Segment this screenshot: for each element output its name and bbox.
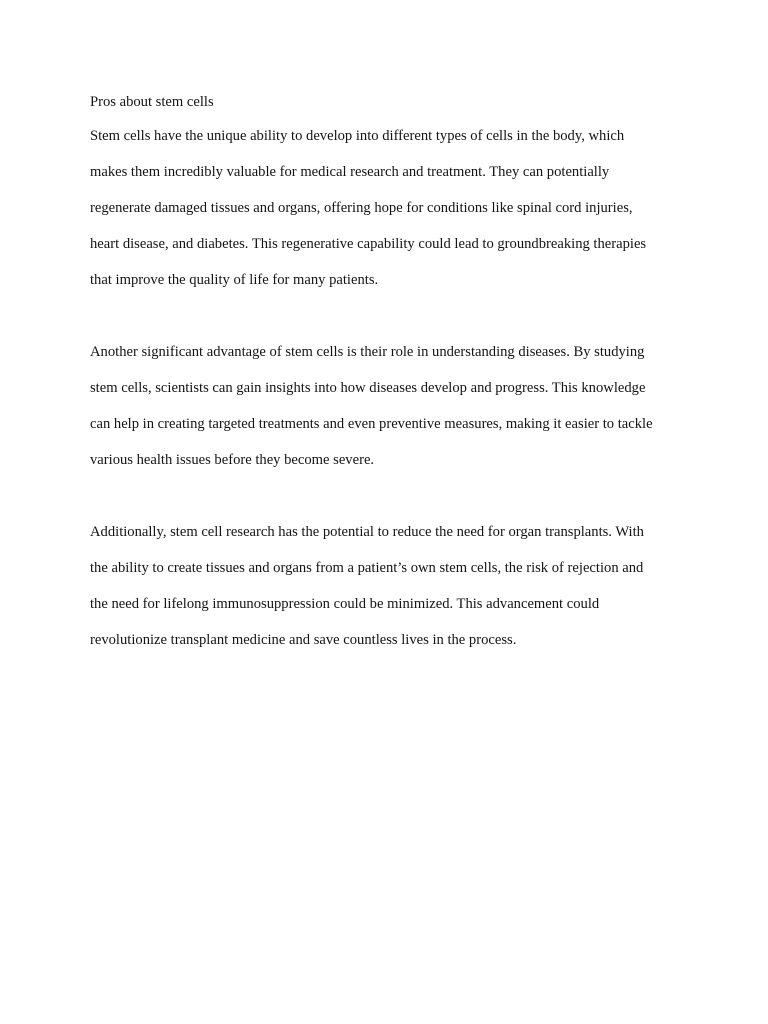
paragraph-line: Additionally, stem cell research has the potential to reduce the need for organ transplants. With <box>90 524 644 540</box>
paragraph-line: the ability to create tissues and organs from a patient’s own stem cells, the risk of rejection and <box>90 560 644 576</box>
paragraph-line: Stem cells have the unique ability to develop into different types of cells in the body, which <box>90 128 625 144</box>
paragraph-line: stem cells, scientists can gain insights into how diseases develop and progress. This knowledge <box>90 380 646 396</box>
paragraph-line: that improve the quality of life for many patients. <box>90 272 379 288</box>
paragraph-line: various health issues before they become severe. <box>90 452 375 468</box>
document-body <box>90 92 690 658</box>
paragraph-line: makes them incredibly valuable for medical research and treatment. They can potentially <box>90 164 610 180</box>
document-title: Pros about stem cells <box>90 94 214 110</box>
paragraph-spacer <box>90 478 690 514</box>
paragraph-line: the need for lifelong immunosuppression could be minimized. This advancement could <box>90 596 600 612</box>
paragraph-spacer <box>90 298 690 334</box>
paragraph-line: can help in creating targeted treatments and even preventive measures, making it easier to tackle <box>90 416 653 432</box>
paragraph-line: heart disease, and diabetes. This regenerative capability could lead to groundbreaking therapies <box>90 236 647 252</box>
paragraph-3 <box>90 514 690 658</box>
paragraph-line: regenerate damaged tissues and organs, offering hope for conditions like spinal cord injuries, <box>90 200 633 216</box>
paragraph-line: revolutionize transplant medicine and save countless lives in the process. <box>90 632 517 648</box>
paragraph-1 <box>90 118 690 298</box>
paragraph-line: Another significant advantage of stem cells is their role in understanding diseases. By studying <box>90 344 645 360</box>
paragraph-2 <box>90 334 690 478</box>
